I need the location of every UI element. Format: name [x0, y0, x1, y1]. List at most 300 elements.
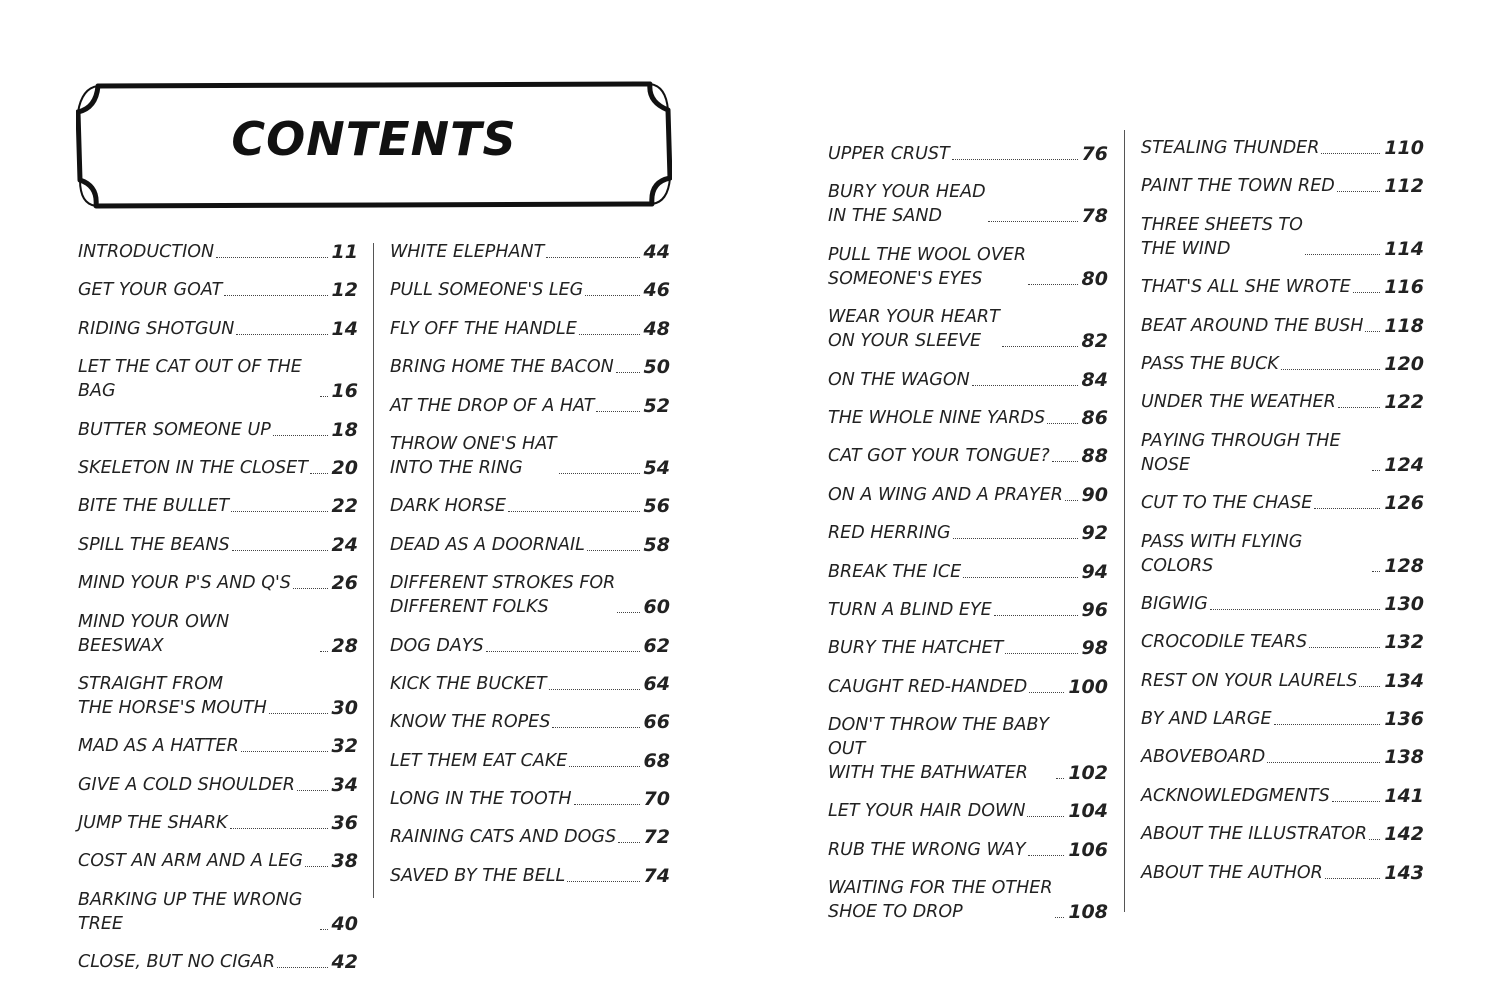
toc-entry-title-wrap [828, 675, 1068, 699]
dot-leader [297, 790, 328, 791]
toc-entry-title-wrap [390, 394, 644, 418]
toc-entry [828, 444, 1108, 468]
toc-entry-title: JUMP THE SHARK [78, 813, 228, 834]
toc-entry [390, 825, 670, 849]
toc-entry-title: ON A WING AND A PRAYER [828, 484, 1063, 505]
contents-title-frame [76, 78, 672, 210]
dot-leader [305, 866, 328, 867]
dot-leader [1372, 470, 1380, 471]
dot-leader [549, 689, 640, 690]
toc-entry-title: CUT TO THE CHASE [1141, 493, 1313, 514]
toc-entry-page: 76 [1081, 143, 1108, 165]
toc-entry-title: DON'T THROW THE BABY OUT WITH THE BATHWATER [828, 715, 1049, 784]
toc-entry-title-wrap [1141, 784, 1384, 808]
toc-entry-page: 28 [331, 634, 358, 657]
dot-leader [585, 295, 639, 296]
toc-entry-title-wrap [1141, 213, 1384, 261]
toc-entry-page: 24 [331, 533, 358, 556]
dot-leader [1309, 647, 1380, 648]
dot-leader [1055, 917, 1065, 918]
toc-entry-title: WHITE ELEPHANT [390, 242, 545, 262]
toc-entry-title: LONG IN THE TOOTH [390, 789, 572, 810]
toc-entry [390, 787, 670, 811]
toc-entry [828, 713, 1108, 785]
toc-entry-title-wrap [390, 355, 644, 379]
toc-entry-page: 34 [331, 773, 358, 796]
toc-entry [78, 811, 358, 835]
toc-entry-title: KICK THE BUCKET [390, 673, 547, 694]
toc-entry-title: AT THE DROP OF A HAT [390, 395, 595, 416]
toc-entry-title-wrap [1141, 530, 1384, 578]
toc-entry-title: BY AND LARGE [1141, 709, 1272, 730]
toc-entry-title: THAT'S ALL SHE WROTE [1141, 277, 1351, 298]
toc-entry [390, 394, 670, 418]
toc-entry-page: 143 [1384, 861, 1424, 884]
toc-entry-page: 58 [643, 533, 670, 556]
dot-leader [216, 257, 327, 258]
toc-entry [390, 571, 670, 619]
toc-entry-title-wrap [828, 713, 1068, 785]
toc-entry-title: UPPER CRUST [828, 144, 950, 164]
toc-entry [78, 355, 358, 403]
dot-leader [320, 396, 328, 397]
dot-leader [963, 577, 1077, 578]
toc-entry-title: CAUGHT RED-HANDED [828, 676, 1028, 697]
toc-entry-title: GET YOUR GOAT [78, 280, 223, 301]
toc-entry-page: 26 [331, 572, 358, 595]
dot-leader [618, 842, 639, 843]
dot-leader [1321, 153, 1380, 154]
toc-entry-title-wrap [78, 494, 332, 518]
toc-entry-page: 40 [331, 912, 358, 935]
toc-entry-title-wrap [78, 533, 332, 557]
toc-entry-page: 136 [1384, 708, 1424, 731]
toc-entry-title: BURY THE HATCHET [828, 638, 1004, 659]
toc-entry-page: 60 [643, 596, 670, 619]
toc-entry-title-wrap [390, 787, 644, 811]
toc-entry-title-wrap [828, 560, 1082, 584]
toc-entry-page: 134 [1384, 669, 1424, 692]
column-divider [373, 243, 374, 898]
toc-entry-title: ABOUT THE AUTHOR [1141, 862, 1323, 883]
toc-entry-page: 52 [643, 394, 670, 417]
toc-entry-page: 128 [1384, 554, 1424, 577]
toc-entry-title-wrap [78, 950, 332, 974]
toc-entry-title-wrap [78, 773, 332, 797]
toc-entry [78, 494, 358, 518]
toc-entry [1141, 136, 1424, 160]
toc-entry-title-wrap [78, 672, 332, 720]
toc-entry-page: 138 [1384, 746, 1424, 769]
toc-entry-page: 70 [643, 788, 670, 811]
dot-leader [486, 651, 640, 652]
dot-leader [1065, 500, 1078, 501]
toc-entry-title-wrap [78, 240, 332, 264]
toc-entry [390, 355, 670, 379]
toc-entry [1141, 429, 1424, 477]
toc-entry [1141, 352, 1424, 376]
toc-entry-title: RIDING SHOTGUN [78, 318, 235, 339]
dot-leader [559, 473, 640, 474]
dot-leader [1365, 331, 1380, 332]
dot-leader [952, 159, 1078, 160]
toc-entry-title-wrap [390, 240, 644, 264]
dot-leader [232, 550, 328, 551]
toc-entry-title: THREE SHEETS TO THE WIND [1141, 214, 1303, 259]
toc-entry-title: THE WHOLE NINE YARDS [828, 407, 1046, 428]
toc-entry-title: STEALING THUNDER [1141, 138, 1320, 158]
toc-entry-title-wrap [828, 876, 1068, 924]
dot-leader [988, 221, 1078, 222]
toc-entry [78, 610, 358, 658]
contents-heading: CONTENTS [231, 112, 517, 166]
toc-entry-title: MIND YOUR OWN BEESWAX [78, 611, 230, 656]
toc-entry [828, 406, 1108, 430]
toc-entry-page: 116 [1384, 276, 1424, 299]
toc-entry-title-wrap [390, 710, 644, 734]
dot-leader [1337, 191, 1381, 192]
toc-entry-title: ABOVEBOARD [1141, 747, 1266, 768]
toc-entry-page: 36 [331, 812, 358, 835]
toc-entry-page: 106 [1068, 838, 1108, 861]
toc-entry [1141, 822, 1424, 846]
dot-leader [1325, 878, 1380, 879]
toc-entry-title-wrap [1141, 275, 1384, 299]
toc-entry-title-wrap [828, 521, 1082, 545]
toc-entry-page: 56 [643, 495, 670, 518]
dot-leader [1372, 571, 1380, 572]
toc-entry-title-wrap [390, 571, 644, 619]
toc-entry-page: 104 [1068, 800, 1108, 823]
toc-entry [390, 432, 670, 480]
dot-leader [1314, 508, 1380, 509]
toc-entry [78, 456, 358, 480]
toc-entry-title: KNOW THE ROPES [390, 712, 551, 733]
toc-entry-title: WAITING FOR THE OTHER SHOE TO DROP [828, 878, 1053, 923]
toc-entry-title: UNDER THE WEATHER [1141, 392, 1336, 413]
toc-column-4 [1141, 136, 1424, 899]
toc-entry-title: BUTTER SOMEONE UP [78, 419, 271, 440]
dot-leader [1281, 369, 1381, 370]
dot-leader [1028, 855, 1065, 856]
toc-entry [390, 240, 670, 264]
toc-entry-title: LET YOUR HAIR DOWN [828, 801, 1026, 822]
dot-leader [231, 511, 328, 512]
dot-leader [596, 411, 639, 412]
toc-entry [828, 521, 1108, 545]
toc-entry-title-wrap [828, 180, 1082, 228]
dot-leader [273, 435, 328, 436]
toc-entry-title: LET THEM EAT CAKE [390, 750, 568, 771]
toc-entry-title: SKELETON IN THE CLOSET [78, 457, 308, 478]
toc-entry [1141, 314, 1424, 338]
toc-entry [828, 243, 1108, 291]
toc-entry-title: FLY OFF THE HANDLE [390, 318, 577, 339]
dot-leader [1052, 461, 1078, 462]
toc-entry-title-wrap [828, 636, 1082, 660]
toc-entry-title-wrap [390, 432, 644, 480]
toc-entry [1141, 745, 1424, 769]
toc-entry [390, 317, 670, 341]
toc-entry [1141, 213, 1424, 261]
toc-entry [78, 418, 358, 442]
toc-entry-title-wrap [828, 305, 1082, 353]
toc-entry [78, 773, 358, 797]
toc-entry-title-wrap [828, 406, 1082, 430]
toc-entry-title: MIND YOUR P'S AND Q'S [78, 573, 291, 594]
toc-entry-title-wrap [1141, 861, 1384, 885]
dot-leader [1002, 346, 1078, 347]
dot-leader [552, 727, 639, 728]
toc-entry [78, 950, 358, 974]
toc-entry [1141, 861, 1424, 885]
toc-entry [390, 864, 670, 888]
toc-entry-page: 80 [1081, 267, 1108, 290]
toc-entry-page: 82 [1081, 330, 1108, 353]
toc-entry-title-wrap [78, 418, 332, 442]
toc-entry-page: 66 [643, 711, 670, 734]
toc-entry-title-wrap [78, 734, 332, 758]
toc-column-2 [390, 240, 670, 902]
toc-entry-title: SPILL THE BEANS [78, 534, 230, 555]
toc-entry-title: SAVED BY THE BELL [390, 865, 566, 886]
toc-entry-title: RUB THE WRONG WAY [828, 839, 1026, 860]
toc-entry-title: WEAR YOUR HEART ON YOUR SLEEVE [828, 307, 1000, 352]
toc-entry [78, 888, 358, 936]
dot-leader [320, 929, 328, 930]
toc-entry-title: LET THE CAT OUT OF THE BAG [78, 357, 302, 402]
toc-entry [828, 483, 1108, 507]
toc-entry-title-wrap [1141, 745, 1384, 769]
toc-entry-title: BREAK THE ICE [828, 561, 962, 582]
toc-entry-title: RED HERRING [828, 523, 951, 544]
dot-leader [1028, 284, 1078, 285]
toc-entry [828, 180, 1108, 228]
toc-entry-title: BEAT AROUND THE BUSH [1141, 315, 1364, 336]
toc-entry [828, 142, 1108, 166]
toc-entry [828, 305, 1108, 353]
toc-entry-title: MAD AS A HATTER [78, 736, 239, 757]
toc-entry-title-wrap [828, 799, 1068, 823]
toc-entry-title: INTRODUCTION [78, 242, 215, 262]
dot-leader [587, 550, 640, 551]
toc-entry [78, 849, 358, 873]
toc-entry-title-wrap [78, 888, 332, 936]
toc-entry-title-wrap [828, 142, 1082, 166]
toc-column-3 [828, 142, 1108, 939]
toc-entry-title: STRAIGHT FROM THE HORSE'S MOUTH [78, 673, 267, 718]
toc-entry-title: PAINT THE TOWN RED [1141, 176, 1335, 197]
toc-entry [828, 636, 1108, 660]
toc-entry [78, 240, 358, 264]
dot-leader [1359, 686, 1380, 687]
toc-entry-page: 114 [1384, 237, 1424, 260]
toc-entry-title-wrap [1141, 630, 1384, 654]
toc-entry-title-wrap [828, 368, 1082, 392]
toc-entry-title: THROW ONE'S HAT INTO THE RING [390, 433, 557, 478]
dot-leader [1274, 724, 1381, 725]
toc-entry-page: 72 [643, 826, 670, 849]
toc-entry-title-wrap [828, 243, 1082, 291]
toc-entry-page: 48 [643, 317, 670, 340]
toc-entry-page: 16 [331, 380, 358, 403]
toc-entry-title-wrap [390, 825, 644, 849]
toc-entry-page: 54 [643, 456, 670, 479]
toc-entry-title: BARKING UP THE WRONG TREE [78, 889, 303, 934]
dot-leader [546, 257, 639, 258]
toc-entry-page: 108 [1068, 901, 1108, 924]
toc-entry-title-wrap [390, 634, 644, 658]
dot-leader [1338, 407, 1381, 408]
toc-entry-title: ON THE WAGON [828, 369, 970, 390]
toc-entry-page: 132 [1384, 631, 1424, 654]
toc-entry-page: 11 [331, 241, 358, 263]
toc-entry-page: 46 [643, 279, 670, 302]
toc-entry [828, 675, 1108, 699]
toc-entry-title-wrap [78, 456, 332, 480]
toc-entry-title-wrap [78, 355, 332, 403]
toc-entry-title: DEAD AS A DOORNAIL [390, 534, 585, 555]
toc-entry-title: ACKNOWLEDGMENTS [1141, 785, 1330, 806]
toc-entry [1141, 275, 1424, 299]
dot-leader [1027, 816, 1064, 817]
dot-leader [579, 334, 640, 335]
dot-leader [574, 804, 640, 805]
toc-entry [390, 494, 670, 518]
dot-leader [277, 967, 327, 968]
toc-entry-title-wrap [78, 811, 332, 835]
dot-leader [508, 511, 640, 512]
toc-entry-page: 32 [331, 735, 358, 758]
toc-entry-page: 18 [331, 418, 358, 441]
toc-entry-page: 141 [1384, 784, 1424, 807]
toc-entry-page: 50 [643, 356, 670, 379]
dot-leader [953, 538, 1078, 539]
dot-leader [269, 713, 328, 714]
toc-entry-page: 94 [1081, 560, 1108, 583]
toc-entry-title-wrap [1141, 592, 1384, 616]
toc-entry [1141, 491, 1424, 515]
toc-entry-title: PASS WITH FLYING COLORS [1141, 531, 1303, 576]
toc-entry-page: 62 [643, 634, 670, 657]
toc-entry-page: 64 [643, 672, 670, 695]
toc-entry [828, 560, 1108, 584]
toc-entry-title-wrap [78, 317, 332, 341]
toc-entry-title-wrap [828, 598, 1082, 622]
toc-entry-title: DIFFERENT STROKES FOR DIFFERENT FOLKS [390, 573, 616, 618]
toc-entry-page: 74 [643, 864, 670, 887]
toc-entry-title: PAYING THROUGH THE NOSE [1141, 430, 1341, 475]
toc-entry [78, 672, 358, 720]
toc-entry [78, 278, 358, 302]
dot-leader [616, 372, 640, 373]
toc-entry [1141, 592, 1424, 616]
toc-entry-title-wrap [1141, 822, 1384, 846]
dot-leader [994, 615, 1078, 616]
toc-entry-title-wrap [1141, 429, 1384, 477]
toc-entry [78, 317, 358, 341]
toc-entry-page: 84 [1081, 368, 1108, 391]
toc-entry-title-wrap [390, 749, 644, 773]
toc-entry-page: 122 [1384, 391, 1424, 414]
toc-entry [78, 533, 358, 557]
toc-entry-title: RAINING CATS AND DOGS [390, 827, 617, 848]
toc-entry [828, 368, 1108, 392]
toc-entry-title: COST AN ARM AND A LEG [78, 851, 303, 872]
dot-leader [567, 881, 639, 882]
toc-entry-page: 98 [1081, 637, 1108, 660]
toc-entry-title: CROCODILE TEARS [1141, 632, 1308, 653]
toc-entry-title: BURY YOUR HEAD IN THE SAND [828, 182, 986, 227]
toc-entry-title-wrap [1141, 669, 1384, 693]
toc-entry-title-wrap [1141, 352, 1384, 376]
toc-column-1 [78, 240, 358, 989]
toc-entry-page: 30 [331, 696, 358, 719]
toc-entry [1141, 669, 1424, 693]
dot-leader [569, 766, 639, 767]
toc-entry-title: PULL THE WOOL OVER SOMEONE'S EYES [828, 244, 1027, 289]
toc-entry-page: 100 [1068, 675, 1108, 698]
toc-entry-title-wrap [78, 610, 332, 658]
toc-entry-title-wrap [1141, 707, 1384, 731]
column-divider [1124, 130, 1125, 912]
toc-entry-title-wrap [828, 444, 1082, 468]
toc-entry-title-wrap [1141, 314, 1384, 338]
toc-entry [1141, 630, 1424, 654]
toc-entry-title-wrap [828, 483, 1082, 507]
toc-entry-title: GIVE A COLD SHOULDER [78, 774, 295, 795]
toc-entry-page: 130 [1384, 592, 1424, 615]
toc-entry-page: 142 [1384, 823, 1424, 846]
dot-leader [1047, 423, 1077, 424]
toc-entry-title-wrap [1141, 136, 1384, 160]
toc-entry-title: DOG DAYS [390, 635, 484, 656]
toc-entry-title-wrap [1141, 491, 1384, 515]
dot-leader [241, 751, 328, 752]
dot-leader [236, 334, 327, 335]
toc-entry [828, 799, 1108, 823]
toc-entry-title: DARK HORSE [390, 496, 506, 517]
toc-entry [828, 876, 1108, 924]
dot-leader [230, 828, 328, 829]
toc-entry-title-wrap [78, 278, 332, 302]
toc-entry [1141, 784, 1424, 808]
dot-leader [1305, 254, 1380, 255]
toc-entry [78, 734, 358, 758]
toc-entry-title: TURN A BLIND EYE [828, 599, 992, 620]
toc-entry-page: 38 [331, 850, 358, 873]
toc-entry-page: 102 [1068, 762, 1108, 785]
toc-entry-page: 90 [1081, 483, 1108, 506]
toc-entry [390, 710, 670, 734]
toc-entry-page: 12 [331, 279, 358, 302]
toc-entry-title-wrap [390, 278, 644, 302]
toc-entry-page: 126 [1384, 492, 1424, 515]
dot-leader [1029, 692, 1064, 693]
toc-entry-title: CLOSE, BUT NO CIGAR [78, 952, 276, 973]
toc-entry-page: 42 [331, 951, 358, 974]
dot-leader [310, 473, 328, 474]
dot-leader [972, 385, 1078, 386]
toc-entry-page: 20 [331, 456, 358, 479]
toc-entry [1141, 530, 1424, 578]
toc-entry [828, 598, 1108, 622]
dot-leader [1210, 609, 1381, 610]
toc-entry-page: 88 [1081, 445, 1108, 468]
toc-entry-page: 14 [331, 317, 358, 340]
toc-entry-title: BIGWIG [1141, 593, 1208, 614]
dot-leader [224, 295, 327, 296]
